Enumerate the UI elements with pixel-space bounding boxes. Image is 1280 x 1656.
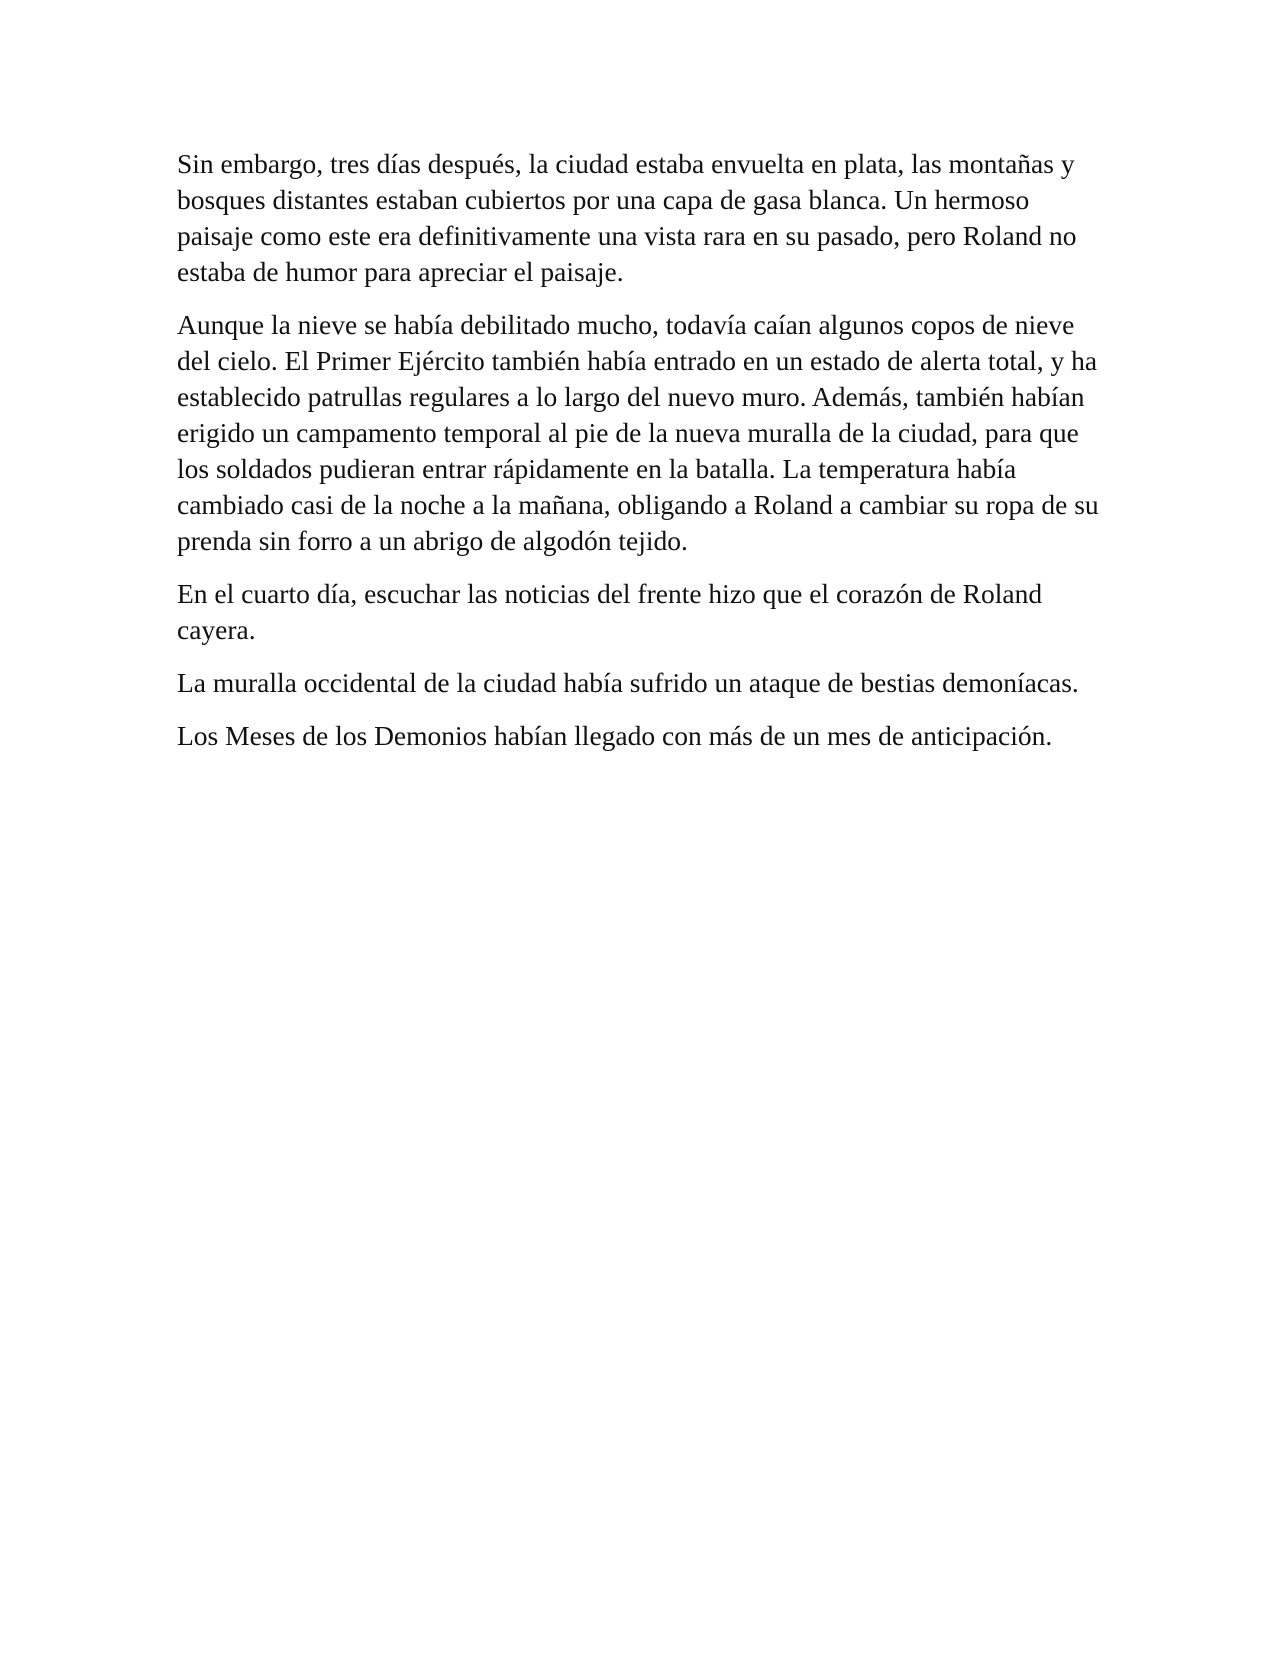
paragraph-3: En el cuarto día, escuchar las noticias del frente hizo que el corazón de Roland cayera. [177,578,1043,645]
paragraph-2: Aunque la nieve se había debilitado mucho, todavía caían algunos copos de nieve del cielo. El Primer Ejército también había entrado en un estado de alerta total, y ha establecido patrullas regulares a lo largo del nuevo muro. Además, también habían erigido un campamento temporal al pie de la nueva muralla de la ciudad, para que los soldados pudieran entrar rápidamente en la batalla. La temperatura había cambiado casi de la noche a la mañana, obligando a Roland a cambiar su ropa de su prenda sin forro a un abrigo de algodón tejido. [177,309,1099,556]
paragraph-1: Sin embargo, tres días después, la ciudad estaba envuelta en plata, las montañas y bosques distantes estaban cubiertos por una capa de gasa blanca. Un hermoso paisaje como este era definitivamente una vista rara en su pasado, pero Roland no estaba de humor para apreciar el paisaje. [177,148,1077,287]
document-body [177,146,1107,771]
paragraph-4: La muralla occidental de la ciudad había sufrido un ataque de bestias demoníacas. [177,667,1079,698]
paragraph-5: Los Meses de los Demonios habían llegado con más de un mes de anticipación. [177,720,1053,751]
